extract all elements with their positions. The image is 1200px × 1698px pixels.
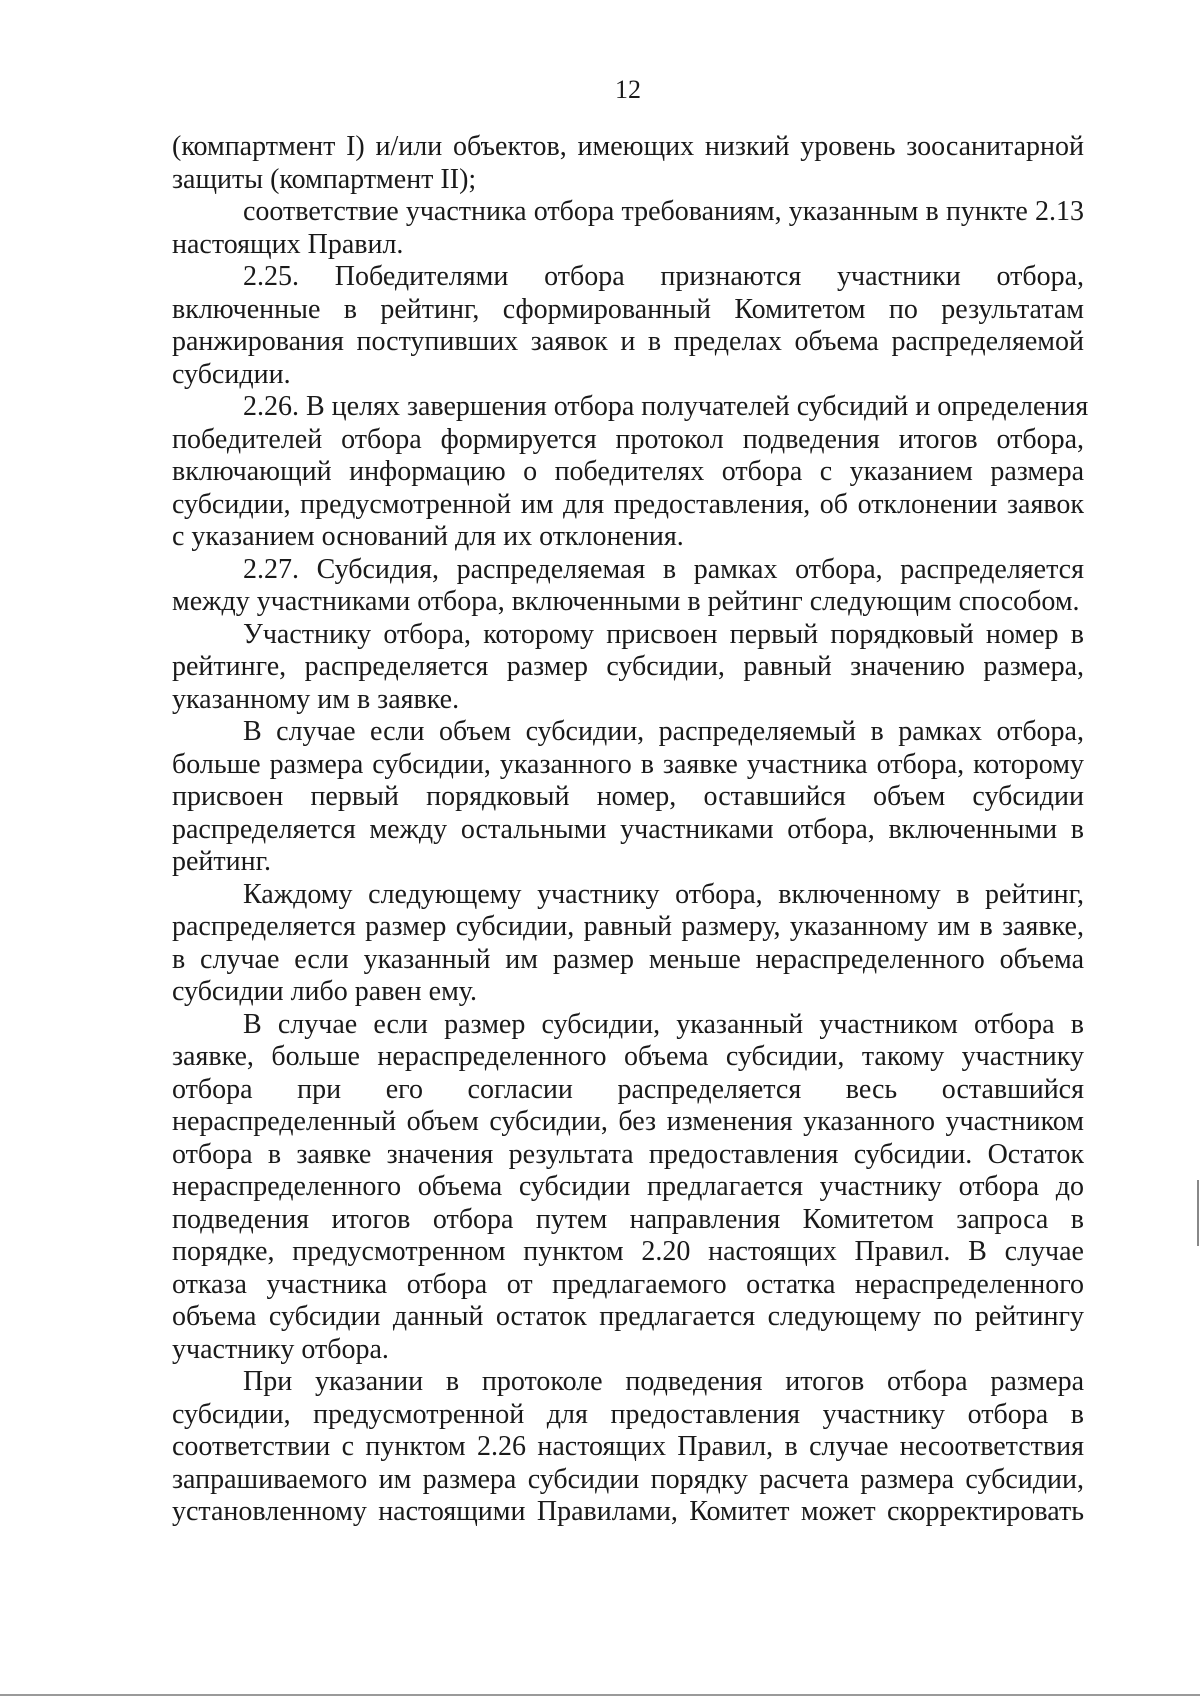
text-line: больше размера субсидии, указанного в заявке участника отбора, которому xyxy=(172,748,1084,780)
text-line: распределяется между остальными участниками отбора, включенными в xyxy=(172,813,1084,845)
text-line: 2.26. В целях завершения отбора получателей субсидий и определения xyxy=(243,391,1089,422)
text-line: (компартмент I) и/или объектов, имеющих низкий уровень зоосанитарной xyxy=(172,131,1084,162)
text-line: субсидии, предусмотренной им для предоставления, об отклонении заявок xyxy=(172,488,1084,520)
paragraph-remaining-volume xyxy=(172,716,1084,879)
text-line: участнику отбора. xyxy=(172,1333,389,1365)
text-line: в случае если указанный им размер меньше нераспределенного объема xyxy=(172,943,1084,975)
text-line: включенные в рейтинг, сформированный Комитетом по результатам xyxy=(172,293,1084,325)
text-line: Участнику отбора, которому присвоен первый порядковый номер в xyxy=(243,618,1084,650)
scan-edge-mark xyxy=(1197,1180,1199,1246)
paragraph-requirements-compliance xyxy=(172,196,1084,261)
paragraph-2-27 xyxy=(172,554,1084,619)
document-body xyxy=(172,131,1089,1529)
paragraph-compartment-continuation xyxy=(172,131,1084,196)
text-line: При указании в протоколе подведения итогов отбора размера xyxy=(243,1366,1084,1397)
text-line: присвоен первый порядковый номер, оставшийся объем субсидии xyxy=(172,781,1084,812)
text-line: запрашиваемого им размера субсидии порядку расчета размера субсидии, xyxy=(172,1463,1084,1495)
paragraph-2-26 xyxy=(172,391,1089,554)
text-line: объема субсидии данный остаток предлагается следующему по рейтингу xyxy=(172,1301,1084,1332)
scan-bottom-border xyxy=(0,1694,1200,1696)
text-line: отбора в заявке значения результата предоставления субсидии. Остаток xyxy=(172,1138,1084,1170)
text-line: с указанием оснований для их отклонения. xyxy=(172,521,684,552)
text-line: соответствие участника отбора требованиям, указанным в пункте 2.13 xyxy=(243,196,1084,227)
text-line: соответствии с пунктом 2.26 настоящих Правил, в случае несоответствия xyxy=(172,1431,1084,1462)
text-line: указанному им в заявке. xyxy=(172,683,460,715)
text-line: рейтинг. xyxy=(172,846,271,877)
text-line: В случае если размер субсидии, указанный участником отбора в xyxy=(243,1008,1084,1040)
text-line: настоящих Правил. xyxy=(172,228,404,260)
text-line: отбора при его согласии распределяется весь оставшийся xyxy=(172,1073,1084,1105)
text-line: включающий информацию о победителях отбора с указанием размера xyxy=(172,456,1084,487)
text-line: отказа участника отбора от предлагаемого остатка нераспределенного xyxy=(172,1268,1084,1300)
page-number: 12 xyxy=(615,75,641,104)
text-line: нераспределенный объем субсидии, без изменения указанного участником xyxy=(172,1106,1084,1137)
text-line: победителей отбора формируется протокол подведения итогов отбора, xyxy=(172,423,1084,455)
paragraph-next-participant xyxy=(172,879,1084,1009)
text-line: субсидии. xyxy=(172,358,291,390)
paragraph-2-25 xyxy=(172,261,1084,391)
text-line: подведения итогов отбора путем направления Комитетом запроса в xyxy=(172,1203,1084,1235)
text-line: субсидии либо равен ему. xyxy=(172,976,478,1007)
paragraph-protocol-correction xyxy=(172,1366,1084,1529)
text-line: распределяется размер субсидии, равный размеру, указанному им в заявке, xyxy=(172,911,1084,942)
text-line: защиты (компартмент II); xyxy=(172,163,477,195)
text-line: ранжирования поступивших заявок и в пределах объема распределяемой xyxy=(172,326,1084,357)
text-line: заявке, больше нераспределенного объема субсидии, такому участнику xyxy=(172,1041,1084,1072)
text-line: В случае если объем субсидии, распределяемый в рамках отбора, xyxy=(243,716,1084,747)
text-line: 2.27. Субсидия, распределяемая в рамках отбора, распределяется xyxy=(243,553,1084,585)
text-line: Каждому следующему участнику отбора, включенному в рейтинг, xyxy=(243,878,1084,910)
text-line: рейтинге, распределяется размер субсидии, равный значению размера, xyxy=(172,651,1084,682)
text-line: субсидии, предусмотренной для предоставления участнику отбора в xyxy=(172,1398,1084,1430)
text-line: порядке, предусмотренном пунктом 2.20 настоящих Правил. В случае xyxy=(172,1236,1084,1267)
paragraph-first-rank xyxy=(172,619,1084,717)
paragraph-undistributed-remainder xyxy=(172,1009,1084,1367)
text-line: 2.25. Победителями отбора признаются участники отбора, xyxy=(243,261,1084,292)
text-line: между участниками отбора, включенными в рейтинг следующим способом. xyxy=(172,586,1080,617)
text-line: установленному настоящими Правилами, Комитет может скорректировать xyxy=(172,1496,1084,1527)
text-line: нераспределенного объема субсидии предлагается участнику отбора до xyxy=(172,1171,1084,1202)
